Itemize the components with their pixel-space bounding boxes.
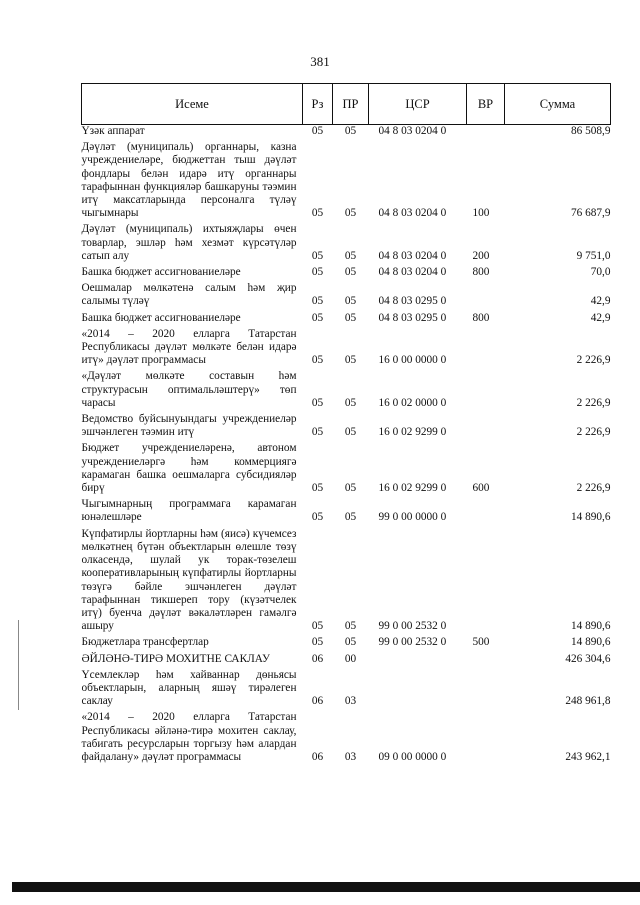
cell-sum: 42,9 — [590, 311, 611, 324]
cell-vr — [467, 368, 505, 411]
cell-name: «Дәүләт мөлкәте составын һәм структурасын оптимальләштерү» төп чарасы — [81, 370, 297, 409]
cell-sum: 9 751,0 — [576, 249, 611, 262]
cell-rz: 05 — [311, 620, 324, 633]
cell-pr: 00 — [344, 652, 357, 665]
cell-pr: 05 — [344, 295, 357, 308]
cell-vr — [467, 526, 505, 635]
cell-sum: 2 226,9 — [576, 396, 611, 409]
cell-csr: 04 8 03 0204 0 — [378, 207, 447, 220]
cell-name: Оешмалар мөлкәтенә салым һәм җир салымы түләү — [81, 282, 297, 308]
cell-pr: 05 — [344, 636, 357, 649]
cell-name: Ведомство буйсынуындагы учреждениеләр эшчәнлеген тәэмин итү — [81, 413, 297, 439]
cell-rz: 05 — [311, 511, 324, 524]
cell-name: ӘЙЛӘНӘ-ТИРӘ МОХИТНЕ САКЛАУ — [81, 652, 270, 665]
cell-sum: 2 226,9 — [576, 482, 611, 495]
cell-vr: 200 — [472, 249, 490, 262]
cell-vr: 500 — [472, 636, 490, 649]
table-row — [82, 496, 611, 525]
cell-csr: 04 8 03 0204 0 — [378, 266, 447, 279]
cell-csr: 04 8 03 0204 0 — [378, 249, 447, 262]
cell-name: Дәүләт (муниципаль) органнары, казна учреждениеләре, бюджеттан тыш дәүләт фондлары белән идарә итү органнары тарафыннан функцияләр башкаруны тәэмин итү максатларында персоналга түләү чыгымнары — [81, 141, 297, 220]
cell-vr: 800 — [472, 266, 490, 279]
cell-rz: 06 — [311, 750, 324, 763]
header-csr: ЦСР — [369, 84, 467, 125]
cell-sum: 248 961,8 — [565, 695, 611, 708]
cell-rz: 05 — [311, 426, 324, 439]
cell-pr: 05 — [344, 511, 357, 524]
cell-csr: 99 0 00 2532 0 — [378, 636, 447, 649]
table-row — [82, 221, 611, 264]
cell-rz: 05 — [311, 636, 324, 649]
header-sum: Сумма — [505, 84, 611, 125]
cell-pr: 05 — [344, 426, 357, 439]
table-row — [82, 634, 611, 650]
table-row — [82, 368, 611, 411]
scan-border — [12, 882, 640, 892]
header-vr: ВР — [467, 84, 505, 125]
cell-name: Бюджет учреждениеләренә, автоном учреждениеләргә һәм коммерциягә карамаган башка оешмаларга субсидияләр бирү — [81, 442, 297, 495]
cell-pr: 05 — [344, 125, 357, 137]
cell-sum: 2 226,9 — [576, 426, 611, 439]
cell-vr — [467, 326, 505, 369]
cell-csr: 99 0 00 2532 0 — [378, 620, 447, 633]
cell-name: Үсемлекләр һәм хайваннар дөньясы объектларын, аларның яшәү тирәлеген саклау — [81, 668, 297, 708]
cell-name: Чыгымнарның программага карамаган юнәлешләре — [81, 498, 297, 524]
cell-vr: 600 — [472, 482, 490, 495]
cell-sum: 76 687,9 — [570, 207, 611, 220]
cell-pr: 05 — [344, 266, 357, 279]
table-row — [82, 667, 611, 710]
cell-csr: 04 8 03 0204 0 — [378, 125, 447, 137]
cell-csr: 09 0 00 0000 0 — [378, 750, 447, 763]
cell-vr — [467, 280, 505, 309]
cell-vr — [467, 651, 505, 667]
cell-sum: 14 890,6 — [570, 620, 611, 633]
table-row — [82, 526, 611, 635]
cell-rz: 05 — [311, 295, 324, 308]
margin-rule — [18, 620, 19, 710]
cell-rz: 06 — [311, 652, 324, 665]
cell-vr — [467, 709, 505, 765]
cell-name: Дәүләт (муниципаль) ихтыяҗлары өчен товарлар, эшләр һәм хезмәт күрсәтүләр сатып алу — [81, 223, 297, 262]
cell-name: Үзәк аппарат — [81, 125, 145, 137]
cell-csr: 04 8 03 0295 0 — [378, 311, 447, 324]
cell-csr: 16 0 02 0000 0 — [378, 396, 447, 409]
header-pr: ПР — [333, 84, 369, 125]
cell-csr: 16 0 02 9299 0 — [378, 426, 447, 439]
cell-name: «2014 – 2020 елларга Татарстан Республикасы дәүләт мөлкәте белән идарә итү» дәүләт программасы — [81, 327, 297, 367]
cell-vr — [467, 125, 505, 140]
cell-sum: 14 890,6 — [570, 511, 611, 524]
cell-rz: 05 — [311, 125, 324, 137]
cell-csr — [369, 651, 467, 667]
cell-vr — [467, 496, 505, 525]
table-row — [82, 440, 611, 496]
table-header-row — [82, 84, 611, 125]
cell-rz: 05 — [311, 482, 324, 495]
cell-pr: 05 — [344, 207, 357, 220]
cell-sum: 2 226,9 — [576, 354, 611, 367]
cell-sum: 86 508,9 — [570, 125, 611, 137]
cell-pr: 05 — [344, 354, 357, 367]
table-row — [82, 125, 611, 140]
cell-pr: 03 — [344, 695, 357, 708]
cell-name: Башка бюджет ассигнованиеләре — [81, 311, 241, 324]
cell-name: «2014 – 2020 елларга Татарстан Республикасы әйләнә-тирә мохитен саклау, табигать ресурсларын торгызу һәм алардан файдалану» дәүләт программасы — [81, 711, 297, 763]
cell-pr: 05 — [344, 311, 357, 324]
table-row — [82, 709, 611, 765]
cell-rz: 06 — [311, 695, 324, 708]
cell-csr: 16 0 00 0000 0 — [378, 354, 447, 367]
cell-sum: 426 304,6 — [565, 652, 611, 665]
cell-vr: 100 — [472, 207, 490, 220]
cell-pr: 05 — [344, 620, 357, 633]
cell-rz: 05 — [311, 249, 324, 262]
cell-name: Күпфатирлы йортларны һәм (яисә) күчемсез мөлкәтнең бүтән объектларын өлешле төзү олкасендә, шулай ук торак-төзелеш кооперативларының күпфатирлы йортларны төзүгә бәйле эшчәнлеген дәүләт тарафыннан тикшереп тору (күзәтчелек итү) буенча дәүләт вәкаләтләрен гамәлгә ашыру — [81, 527, 297, 633]
table-row — [82, 264, 611, 280]
cell-pr: 03 — [344, 750, 357, 763]
table-row — [82, 326, 611, 369]
cell-csr: 16 0 02 9299 0 — [378, 482, 447, 495]
budget-table — [81, 83, 611, 765]
cell-rz: 05 — [311, 266, 324, 279]
cell-pr: 05 — [344, 249, 357, 262]
cell-vr — [467, 411, 505, 440]
cell-pr: 05 — [344, 482, 357, 495]
cell-pr: 05 — [344, 396, 357, 409]
table-row — [82, 310, 611, 326]
table-row — [82, 139, 611, 221]
cell-rz: 05 — [311, 311, 324, 324]
cell-sum: 14 890,6 — [570, 636, 611, 649]
cell-csr: 99 0 00 0000 0 — [378, 511, 447, 524]
cell-name: Бюджетлара трансфертлар — [81, 636, 209, 649]
cell-sum: 243 962,1 — [565, 750, 611, 763]
page-number: 381 — [310, 54, 330, 69]
table-row — [82, 651, 611, 667]
cell-vr — [467, 667, 505, 710]
header-name: Исеме — [82, 84, 303, 125]
table-row — [82, 280, 611, 309]
header-rz: Рз — [303, 84, 333, 125]
cell-csr: 04 8 03 0295 0 — [378, 295, 447, 308]
cell-rz: 05 — [311, 354, 324, 367]
cell-vr: 800 — [472, 311, 490, 324]
cell-name: Башка бюджет ассигнованиеләре — [81, 266, 241, 279]
cell-rz: 05 — [311, 396, 324, 409]
cell-csr — [369, 667, 467, 710]
cell-rz: 05 — [311, 207, 324, 220]
table-row — [82, 411, 611, 440]
cell-sum: 42,9 — [590, 295, 611, 308]
cell-sum: 70,0 — [590, 266, 611, 279]
